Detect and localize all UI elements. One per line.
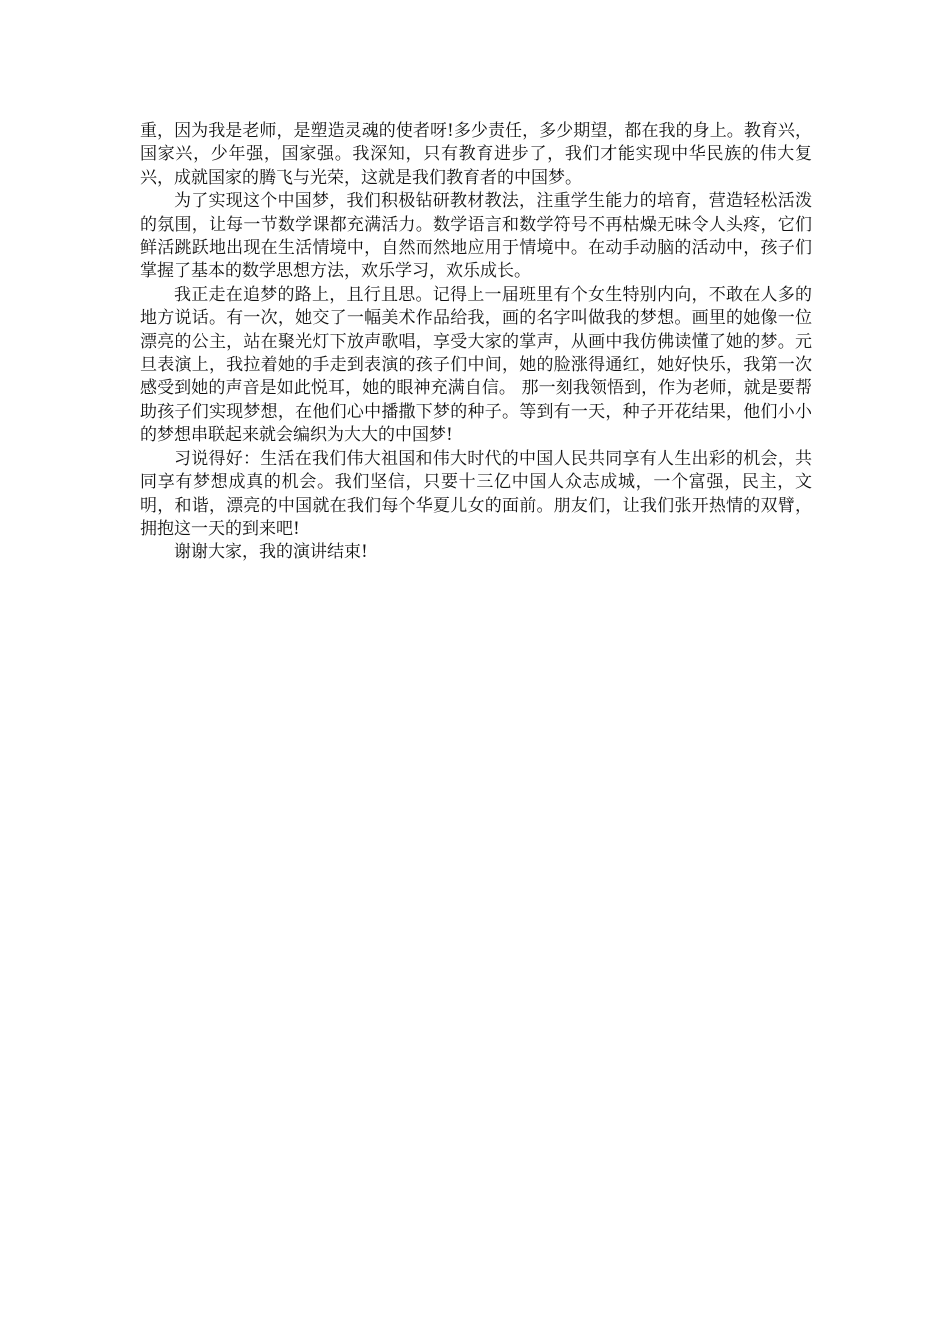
speech-body [140, 120, 812, 565]
paragraph-continuation: 重，因为我是老师，是塑造灵魂的使者呀!多少责任，多少期望，都在我的身上。教育兴，国家兴，少年强，国家强。我深知，只有教育进步了，我们才能实现中华民族的伟大复兴，成就国家的腾飞与光荣，这就是我们教育者的中国梦。 [140, 121, 812, 188]
paragraph-closing: 谢谢大家，我的演讲结束! [174, 542, 368, 563]
paragraph-quote: 习说得好：生活在我们伟大祖国和伟大时代的中国人民共同享有人生出彩的机会，共同享有梦想成真的机会。我们坚信，只要十三亿中国人众志成城，一个富强，民主，文明，和谐，漂亮的中国就在我们每个华夏儿女的面前。朋友们，让我们张开热情的双臂，拥抱这一天的到来吧! [140, 448, 812, 539]
paragraph-chinese-dream-practice: 为了实现这个中国梦，我们积极钻研教材教法，注重学生能力的培育，营造轻松活泼的氛围，让每一节数学课都充满活力。数学语言和数学符号不再枯燥无味令人头疼，它们鲜活跳跃地出现在生活情境中，自然而然地应用于情境中。在动手动脑的活动中，孩子们掌握了基本的数学思想方法，欢乐学习，欢乐成长。 [140, 191, 812, 282]
paragraph-student-story: 我正走在追梦的路上，且行且思。记得上一届班里有个女生特别内向，不敢在人多的地方说话。有一次，她交了一幅美术作品给我，画的名字叫做我的梦想。画里的她像一位漂亮的公主，站在聚光灯下放声歌唱，享受大家的掌声，从画中我仿佛读懂了她的梦。元旦表演上，我拉着她的手走到表演的孩子们中间，她的脸涨得通红，她好快乐，我第一次感受到她的声音是如此悦耳，她的眼神充满自信。 那一刻我领悟到，作为老师，就是要帮助孩子们实现梦想，在他们心中播撒下梦的种子。等到有一天，种子开花结果，他们小小的梦想串联起来就会编织为大大的中国梦! [140, 284, 812, 446]
